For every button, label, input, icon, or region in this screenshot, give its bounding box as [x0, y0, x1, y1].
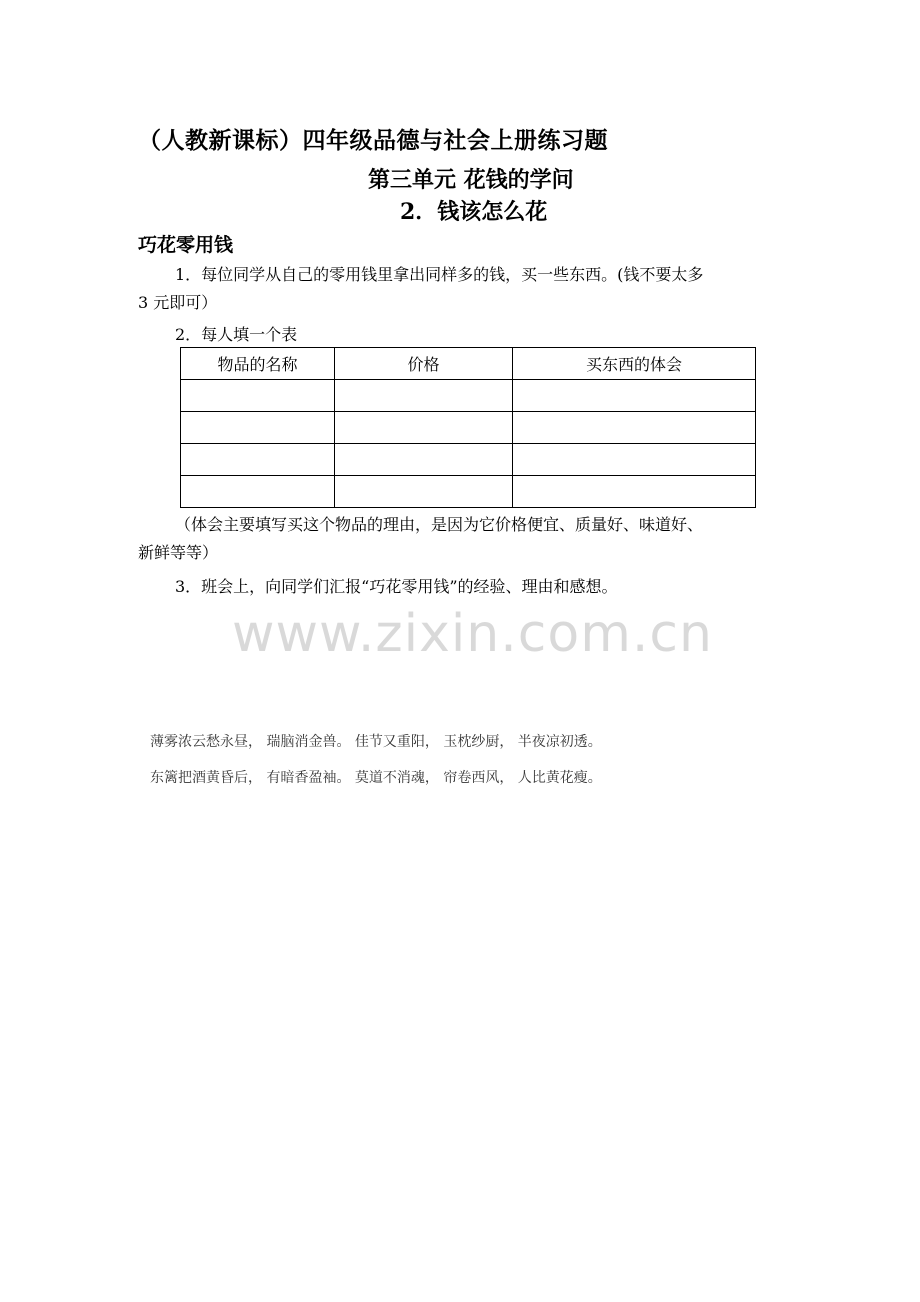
- table-cell: [335, 412, 513, 444]
- table-row: [181, 444, 756, 476]
- table-cell: [181, 444, 335, 476]
- item-3: 3．班会上，向同学们汇报“巧花零用钱”的经验、理由和感想。: [175, 577, 618, 596]
- table-row: [181, 380, 756, 412]
- table-cell: [513, 444, 756, 476]
- table-cell: [513, 380, 756, 412]
- table-cell: [335, 380, 513, 412]
- table-header-row: [181, 348, 756, 380]
- section-heading: 巧花零用钱: [138, 234, 234, 256]
- table-cell: [181, 476, 335, 508]
- lesson-title: 2．钱该怎么花: [400, 199, 548, 225]
- fill-in-table: [180, 347, 756, 508]
- poem-line-2: 东篱把酒黄昏后， 有暗香盈袖。 莫道不消魂， 帘卷西风， 人比黄花瘦。: [150, 770, 602, 786]
- watermark: www.zixin.com.cn: [232, 604, 713, 664]
- table-cell: [181, 412, 335, 444]
- item-1-line-1: 1．每位同学从自己的零用钱里拿出同样多的钱，买一些东西。(钱不要太多: [175, 265, 704, 284]
- table-row: [181, 476, 756, 508]
- column-header-item-name: 物品的名称: [181, 348, 335, 380]
- column-header-experience: 买东西的体会: [513, 348, 756, 380]
- poem-line-1: 薄雾浓云愁永昼， 瑞脑消金兽。 佳节又重阳， 玉枕纱厨， 半夜凉初透。: [150, 734, 602, 750]
- note-line-1: （体会主要填写买这个物品的理由，是因为它价格便宜、质量好、味道好、: [175, 515, 704, 534]
- table-row: [181, 412, 756, 444]
- table-cell: [513, 476, 756, 508]
- table-cell: [181, 380, 335, 412]
- item-2: 2．每人填一个表: [175, 325, 298, 344]
- table-cell: [335, 444, 513, 476]
- unit-title: 第三单元 花钱的学问: [368, 167, 574, 193]
- item-1-line-2: 3 元即可）: [138, 293, 218, 312]
- table-cell: [335, 476, 513, 508]
- table-cell: [513, 412, 756, 444]
- note-line-2: 新鲜等等）: [138, 543, 219, 562]
- document-title: （人教新课标）四年级品德与社会上册练习题: [138, 127, 608, 154]
- column-header-price: 价格: [335, 348, 513, 380]
